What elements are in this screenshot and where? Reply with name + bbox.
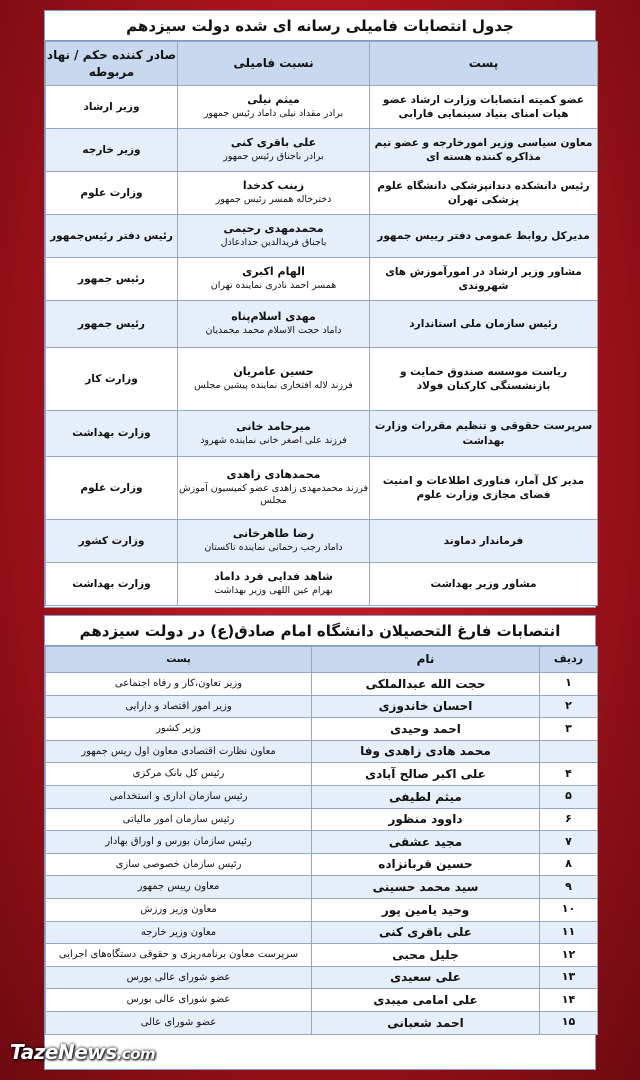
table-header-row — [46, 42, 598, 86]
name-cell: مجید عشقی — [312, 831, 540, 854]
row-number-cell: ۶ — [540, 808, 598, 831]
site-watermark — [10, 1040, 155, 1064]
appointee-name: زینب کدخدا — [242, 179, 305, 193]
table-row — [46, 921, 598, 944]
table-row — [46, 831, 598, 854]
post-cell: سرپرست حقوقی و تنظیم مقررات وزارت بهداشت — [370, 411, 598, 457]
relation-cell — [178, 411, 370, 457]
relation-cell — [178, 563, 370, 606]
family-appointments-table — [45, 41, 598, 606]
column-header-issuer: صادر کننده حکم / نهاد مربوطه — [46, 42, 178, 86]
column-header-relation: نسبت فامیلی — [178, 42, 370, 86]
appointee-name: مهدی اسلام‌پناه — [231, 310, 316, 324]
issuer-cell: وزارت کار — [46, 348, 178, 411]
appointee-name: علی باقری کنی — [230, 136, 317, 150]
row-number-cell: ۷ — [540, 831, 598, 854]
post-cell: فرماندار دماوند — [370, 520, 598, 563]
appointee-name: شاهد فدایی فرد داماد — [214, 570, 333, 584]
name-cell: میثم لطیفی — [312, 785, 540, 808]
row-number-cell: ۳ — [540, 718, 598, 741]
relation-cell — [178, 348, 370, 411]
table-row — [46, 808, 598, 831]
row-number-cell: ۹ — [540, 876, 598, 899]
post-cell: مشاور وزیر ارشاد در امورآموزش های شهروندی — [370, 258, 598, 301]
relation-cell — [178, 172, 370, 215]
post-cell: رئیس سازمان ملی استاندارد — [370, 301, 598, 348]
family-relation: فرزند علی اصغر خانی نماینده شهرود — [200, 434, 347, 446]
name-cell: جلیل محبی — [312, 944, 540, 967]
family-relation: داماد حجت الاسلام محمد محمدیان — [205, 325, 342, 337]
post-cell: معاون وزیر ورزش — [46, 898, 312, 921]
name-cell: علی امامی میبدی — [312, 989, 540, 1012]
post-cell: رئیس سازمان امور مالیاتی — [46, 808, 312, 831]
column-header-row-number: ردیف — [540, 647, 598, 673]
post-cell: معاون سیاسی وزیر امورخارجه و عضو تیم مذاکره کننده هسته ای — [370, 129, 598, 172]
post-cell: عضو شورای عالی بورس — [46, 966, 312, 989]
table-row — [46, 944, 598, 967]
post-cell: عضو شورای عالی بورس — [46, 989, 312, 1012]
post-cell: وزیر امور اقتصاد و دارایی — [46, 695, 312, 718]
table-row — [46, 853, 598, 876]
table-row — [46, 563, 598, 606]
imam-sadegh-appointments-title: انتصابات فارغ التحصیلان دانشگاه امام صادق(ع) در دولت سیزدهم — [45, 616, 595, 646]
name-cell: علی سعیدی — [312, 966, 540, 989]
relation-cell — [178, 129, 370, 172]
appointee-name: رضا طاهرخانی — [232, 527, 315, 541]
imam-sadegh-appointments-table — [45, 646, 598, 1035]
table-row — [46, 695, 598, 718]
post-cell: مدیر کل آمار، فناوری اطلاعات و امنیت فضای مجازی وزارت علوم — [370, 457, 598, 520]
relation-cell — [178, 301, 370, 348]
row-number-cell — [540, 740, 598, 763]
table-row — [46, 411, 598, 457]
appointee-name: محمدهادی زاهدی — [226, 467, 321, 481]
post-cell: عضو کمیته انتصابات وزارت ارشاد عضو هیات امنای بنیاد سینمایی فارابی — [370, 86, 598, 129]
table-header-row — [46, 647, 598, 673]
row-number-cell: ۲ — [540, 695, 598, 718]
relation-cell — [178, 457, 370, 520]
post-cell: مشاور وزیر بهداشت — [370, 563, 598, 606]
row-number-cell: ۴ — [540, 763, 598, 786]
appointee-name: حسین عامریان — [233, 365, 314, 379]
family-relation: فرزند محمدمهدی زاهدی عضو کمیسیون آموزش مجلس — [178, 482, 369, 507]
family-relation: فرزند لاله افتخاری نماینده پیشین مجلس — [194, 380, 353, 392]
watermark-domain: .com — [116, 1045, 156, 1063]
table-row — [46, 898, 598, 921]
table-row — [46, 763, 598, 786]
table-row — [46, 215, 598, 258]
family-relation: داماد رجب رحمانی نماینده تاکستان — [204, 542, 343, 554]
post-cell: رئیس کل بانک مرکزی — [46, 763, 312, 786]
post-cell: سرپرست معاون برنامه‌ریزی و حقوقی دستگاه‌های اجرایی — [46, 944, 312, 967]
post-cell: رئیس سازمان خصوصی سازی — [46, 853, 312, 876]
table-row — [46, 348, 598, 411]
post-cell: معاون نظارت اقتصادی معاون اول ریس جمهور — [46, 740, 312, 763]
table-row — [46, 172, 598, 215]
family-relation: باجناق فریدالدین حدادعادل — [220, 237, 327, 249]
name-cell: احمد وحیدی — [312, 718, 540, 741]
row-number-cell: ۱۰ — [540, 898, 598, 921]
issuer-cell: وزارت علوم — [46, 172, 178, 215]
relation-cell — [178, 520, 370, 563]
table-row — [46, 301, 598, 348]
issuer-cell: وزارت بهداشت — [46, 563, 178, 606]
family-relation: دخترخاله همسر رئیس جمهور — [215, 194, 332, 206]
issuer-cell: وزیر خارجه — [46, 129, 178, 172]
name-cell: حسین قربانزاده — [312, 853, 540, 876]
column-header-post: پست — [46, 647, 312, 673]
post-cell: رئیس دانشکده دندانپزشکی دانشگاه علوم پزشکی تهران — [370, 172, 598, 215]
watermark-brand: TazeNews — [10, 1040, 117, 1064]
post-cell: وزیر کشور — [46, 718, 312, 741]
name-cell: علی اکبر صالح آبادی — [312, 763, 540, 786]
table-row — [46, 876, 598, 899]
row-number-cell: ۱ — [540, 673, 598, 696]
appointee-name: الهام اکبری — [242, 265, 305, 279]
family-relation: بهرام عین اللهی وزیر بهداشت — [214, 585, 333, 597]
name-cell: سید محمد حسینی — [312, 876, 540, 899]
table-row — [46, 989, 598, 1012]
family-relation: برادر باجناق رئیس جمهور — [223, 151, 324, 163]
post-cell: معاون رییس جمهور — [46, 876, 312, 899]
issuer-cell: رئیس جمهور — [46, 301, 178, 348]
family-appointments-body — [46, 86, 598, 606]
table-row — [46, 740, 598, 763]
post-cell: معاون وزیر خارجه — [46, 921, 312, 944]
row-number-cell: ۱۳ — [540, 966, 598, 989]
family-appointments-sheet — [44, 10, 596, 608]
issuer-cell: وزارت علوم — [46, 457, 178, 520]
family-appointments-title: جدول انتصابات فامیلی رسانه ای شده دولت سیزدهم — [45, 11, 595, 41]
appointee-name: محمدمهدی رحیمی — [223, 222, 324, 236]
family-relation: همسر احمد نادری نماینده تهران — [210, 280, 337, 292]
issuer-cell: رئیس جمهور — [46, 258, 178, 301]
name-cell: علی باقری کنی — [312, 921, 540, 944]
table-row — [46, 86, 598, 129]
column-header-post: پست — [370, 42, 598, 86]
name-cell: داوود منظور — [312, 808, 540, 831]
table-row — [46, 129, 598, 172]
post-cell: وزیر تعاون،کار و رفاه اجتماعی — [46, 673, 312, 696]
imam-sadegh-appointments-sheet — [44, 615, 596, 1070]
issuer-cell: رئیس دفتر رئیس‌جمهور — [46, 215, 178, 258]
row-number-cell: ۱۲ — [540, 944, 598, 967]
name-cell: احسان خاندوزی — [312, 695, 540, 718]
table-row — [46, 673, 598, 696]
appointee-name: میثم نیلی — [247, 93, 300, 107]
relation-cell — [178, 258, 370, 301]
issuer-cell: وزارت کشور — [46, 520, 178, 563]
name-cell: محمد هادی زاهدی وفا — [312, 740, 540, 763]
relation-cell — [178, 86, 370, 129]
column-header-name: نام — [312, 647, 540, 673]
name-cell: حجت الله عبدالملکی — [312, 673, 540, 696]
post-cell: عضو شورای عالی — [46, 1011, 312, 1034]
issuer-cell: وزیر ارشاد — [46, 86, 178, 129]
post-cell: مدیرکل روابط عمومی دفتر رییس جمهور — [370, 215, 598, 258]
post-cell: رئیس سازمان اداری و استخدامی — [46, 785, 312, 808]
row-number-cell: ۱۴ — [540, 989, 598, 1012]
table-row — [46, 457, 598, 520]
name-cell: احمد شعبانی — [312, 1011, 540, 1034]
row-number-cell: ۱۵ — [540, 1011, 598, 1034]
table-row — [46, 718, 598, 741]
row-number-cell: ۵ — [540, 785, 598, 808]
table-row — [46, 520, 598, 563]
table-row — [46, 258, 598, 301]
name-cell: وحید یامین پور — [312, 898, 540, 921]
table-row — [46, 966, 598, 989]
post-cell: رئیس سازمان بورس و اوراق بهادار — [46, 831, 312, 854]
issuer-cell: وزارت بهداشت — [46, 411, 178, 457]
row-number-cell: ۱۱ — [540, 921, 598, 944]
relation-cell — [178, 215, 370, 258]
appointee-name: میرحامد خانی — [236, 419, 311, 433]
table-row — [46, 785, 598, 808]
imam-sadegh-appointments-body — [46, 673, 598, 1035]
post-cell: ریاست موسسه صندوق حمایت و بازنشستگی کارکنان فولاد — [370, 348, 598, 411]
row-number-cell: ۸ — [540, 853, 598, 876]
family-relation: برادر مقداد نیلی داماد رئیس جمهور — [203, 108, 344, 120]
table-row — [46, 1011, 598, 1034]
